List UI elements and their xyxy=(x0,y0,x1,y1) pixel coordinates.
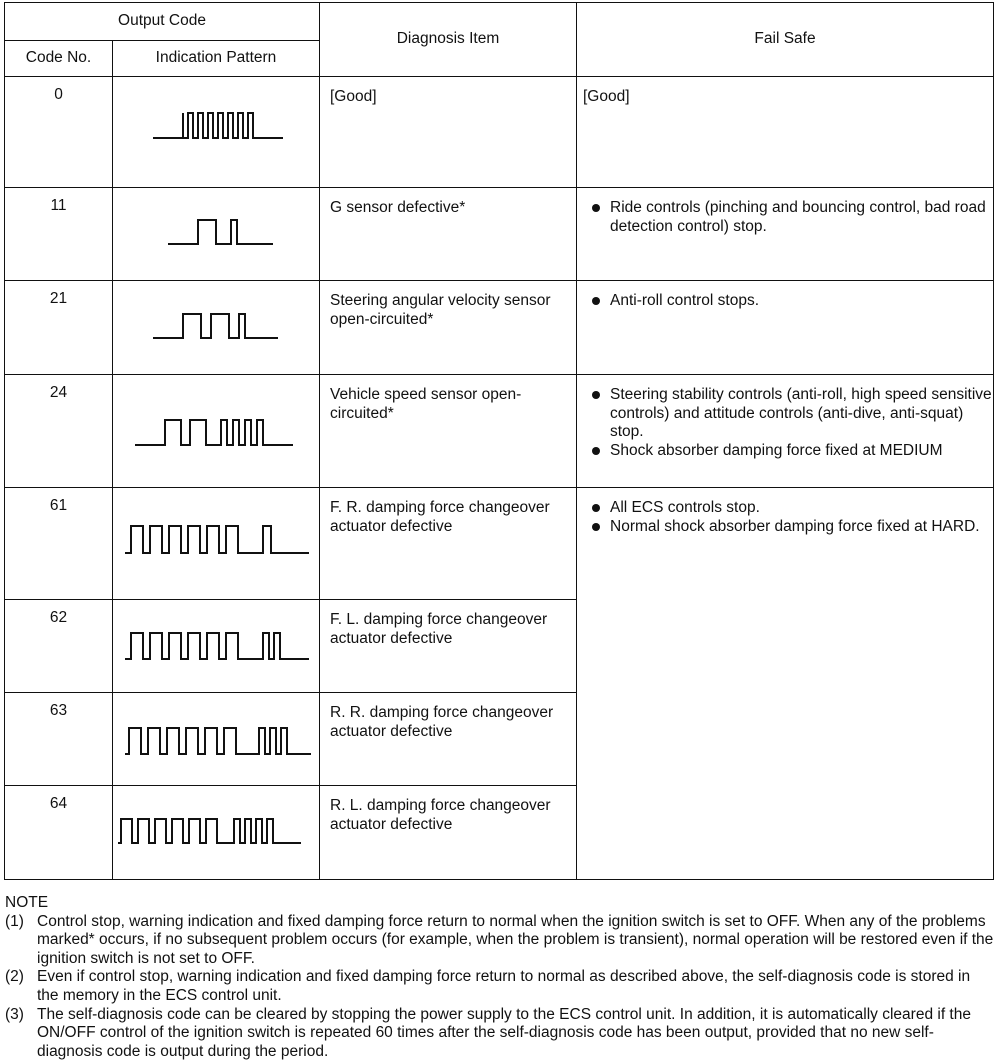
table-row xyxy=(5,188,994,281)
note-number: (2) xyxy=(5,968,24,986)
indication-pattern-waveform xyxy=(113,77,320,188)
indication-pattern-waveform xyxy=(113,488,320,600)
fail-safe-cell xyxy=(577,188,994,281)
diagnosis-item: Vehicle speed sensor open-circuited* xyxy=(320,375,577,488)
fail-safe-cell xyxy=(577,375,994,488)
diagnosis-item: F. R. damping force changeover actuator defective xyxy=(320,488,577,600)
note-number: (3) xyxy=(5,1005,24,1023)
indication-pattern-cell xyxy=(113,693,320,786)
diagnosis-item-header: Diagnosis Item xyxy=(320,3,577,77)
notes-title: NOTE xyxy=(5,894,49,911)
fail-safe-bullet: Normal shock absorber damping force fixed at HARD. xyxy=(583,518,993,537)
note-item xyxy=(5,1006,995,1062)
indication-pattern-waveform xyxy=(113,693,320,786)
code-number: 62 xyxy=(5,600,113,693)
indication-pattern-cell xyxy=(113,600,320,693)
indication-pattern-cell xyxy=(113,488,320,600)
indication-pattern-cell xyxy=(113,77,320,188)
diagnosis-item: G sensor defective* xyxy=(320,188,577,281)
diagnosis-item: R. R. damping force changeover actuator defective xyxy=(320,693,577,786)
code-number: 64 xyxy=(5,786,113,880)
indication-pattern-waveform xyxy=(113,188,320,281)
fail-safe-text: [Good] xyxy=(583,88,630,105)
note-text: The self-diagnosis code can be cleared by stopping the power supply to the ECS control unit. In addition, it is automatically cleared if the ON/OFF control of the ignition switch is repeated 60 times after the self-diagnosis code has been output, provided that no new self-diagnosis code is output during the period. xyxy=(37,1005,971,1060)
indication-pattern-cell xyxy=(113,188,320,281)
fail-safe-bullet: Steering stability controls (anti-roll, high speed sensitive controls) and attitude controls (anti-dive, anti-squat) stop. xyxy=(583,386,993,442)
diagnosis-code-table xyxy=(4,2,994,880)
fail-safe-cell xyxy=(577,281,994,375)
indication-pattern-waveform xyxy=(113,786,320,880)
note-text: Control stop, warning indication and fixed damping force return to normal when the ignition switch is set to OFF. When any of the problems marked* occurs, if no subsequent problem occurs (for example, when the problem is transient), normal operation will be restored even if the ignition switch is not set to OFF. xyxy=(37,912,994,967)
code-number: 24 xyxy=(5,375,113,488)
fail-safe-bullet: Shock absorber damping force fixed at MEDIUM xyxy=(583,442,993,461)
output-code-header: Output Code xyxy=(5,3,320,41)
diagnosis-item: [Good] xyxy=(320,77,577,188)
code-number: 61 xyxy=(5,488,113,600)
table-row xyxy=(5,375,994,488)
header-row-top xyxy=(5,3,994,41)
note-number: (1) xyxy=(5,912,24,930)
diagnosis-item: F. L. damping force changeover actuator defective xyxy=(320,600,577,693)
fail-safe-cell xyxy=(577,488,994,880)
code-no-header: Code No. xyxy=(5,41,113,77)
table-row xyxy=(5,77,994,188)
fail-safe-bullet: Anti-roll control stops. xyxy=(583,292,993,311)
note-item xyxy=(5,968,995,1005)
fail-safe-cell xyxy=(577,77,994,188)
fail-safe-bullet: All ECS controls stop. xyxy=(583,499,993,518)
fail-safe-bullet: Ride controls (pinching and bouncing control, bad road detection control) stop. xyxy=(583,199,993,236)
table-row xyxy=(5,488,994,600)
indication-pattern-cell xyxy=(113,281,320,375)
indication-pattern-waveform xyxy=(113,281,320,375)
code-number: 63 xyxy=(5,693,113,786)
notes-section xyxy=(5,894,995,1061)
indication-pattern-cell xyxy=(113,375,320,488)
code-number: 21 xyxy=(5,281,113,375)
code-number: 11 xyxy=(5,188,113,281)
note-item xyxy=(5,913,995,969)
indication-pattern-header: Indication Pattern xyxy=(113,41,320,77)
note-text: Even if control stop, warning indication and fixed damping force return to normal as described above, the self-diagnosis code is stored in the memory in the ECS control unit. xyxy=(37,968,971,1004)
diagnosis-item: Steering angular velocity sensor open-circuited* xyxy=(320,281,577,375)
indication-pattern-waveform xyxy=(113,375,320,488)
indication-pattern-waveform xyxy=(113,600,320,693)
diagnosis-item: R. L. damping force changeover actuator defective xyxy=(320,786,577,880)
table-row xyxy=(5,281,994,375)
fail-safe-header: Fail Safe xyxy=(577,3,994,77)
indication-pattern-cell xyxy=(113,786,320,880)
code-number: 0 xyxy=(5,77,113,188)
